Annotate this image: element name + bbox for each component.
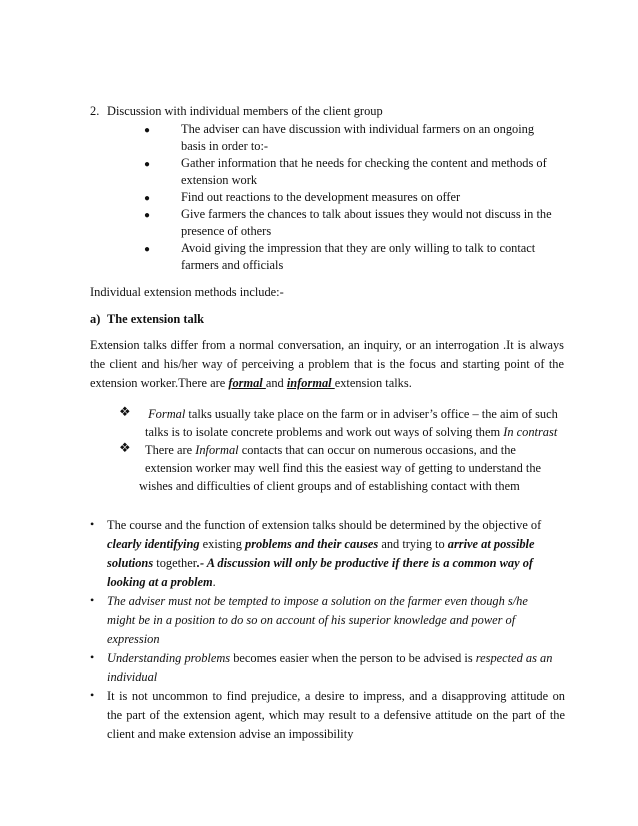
list-item: Give farmers the chances to talk about issues they would not discuss in the presence of others <box>181 207 552 238</box>
bullet-dot-icon: • <box>90 517 95 531</box>
list-item: The adviser must not be tempted to impose a solution on the farmer even though s/he might be in a position to do so on account of his superior knowledge and power of expression <box>107 594 528 646</box>
diamond-bullet-icon: ❖ <box>119 440 131 455</box>
bullet-dot-icon: ● <box>144 193 151 204</box>
bullet-dot-icon: • <box>90 650 95 664</box>
list-item: Find out reactions to the development measures on offer <box>181 190 461 204</box>
subsection-title: The extension talk <box>107 312 205 326</box>
bullet-dot-icon: • <box>90 688 95 702</box>
list-item: The adviser can have discussion with individual farmers on an ongoing basis in order to:- <box>181 122 535 153</box>
methods-intro: Individual extension methods include:- <box>90 285 284 299</box>
list-item: The course and the function of extension talks should be determined by the objective of clearly identifying existing problems and their causes and trying to arrive at possible solutions together.- A discussion will only be productive if there is a common way of looking at a problem. <box>107 518 542 589</box>
diamond-bullet-icon: ❖ <box>119 404 131 419</box>
informal-term: informal <box>286 376 335 390</box>
bullet-dot-icon: • <box>90 593 95 607</box>
bullet-dot-icon: ● <box>144 244 151 255</box>
list-item-continuation: wishes and difficulties of client groups and of establishing contact with them <box>139 479 520 493</box>
paragraph: Extension talks differ from a normal conversation, an inquiry, or an interrogation .It is always the client and his/her way of perceiving a problem that is the focus and starting point of the extension worker.There are formal and informal extension talks. <box>90 338 564 390</box>
bullet-dot-icon: ● <box>144 125 151 136</box>
bullet-dot-icon: ● <box>144 159 151 170</box>
bullet-dot-icon: ● <box>144 210 151 221</box>
list-item: It is not uncommon to find prejudice, a desire to impress, and a disapproving attitude on the part of the extension agent, which may result to a defensive attitude on the part of the client and make extension advise an impossibility <box>107 689 565 741</box>
list-item: Understanding problems becomes easier when the person to be advised is respected as an individual <box>107 651 553 684</box>
list-item: Gather information that he needs for checking the content and methods of extension work <box>181 156 547 187</box>
section-number: 2. <box>90 104 100 118</box>
list-item: Formal talks usually take place on the farm or in adviser’s office – the aim of such talks is to isolate concrete problems and work out ways of solving them In contrast <box>145 407 558 439</box>
subsection-label: a) <box>90 312 101 326</box>
list-item: There are Informal contacts that can occur on numerous occasions, and the extension worker may well find this the easiest way of getting to understand the <box>145 443 542 475</box>
list-item: Avoid giving the impression that they are only willing to talk to contact farmers and officials <box>181 241 536 272</box>
section-title: Discussion with individual members of the client group <box>107 104 383 118</box>
formal-term: formal <box>228 376 266 390</box>
